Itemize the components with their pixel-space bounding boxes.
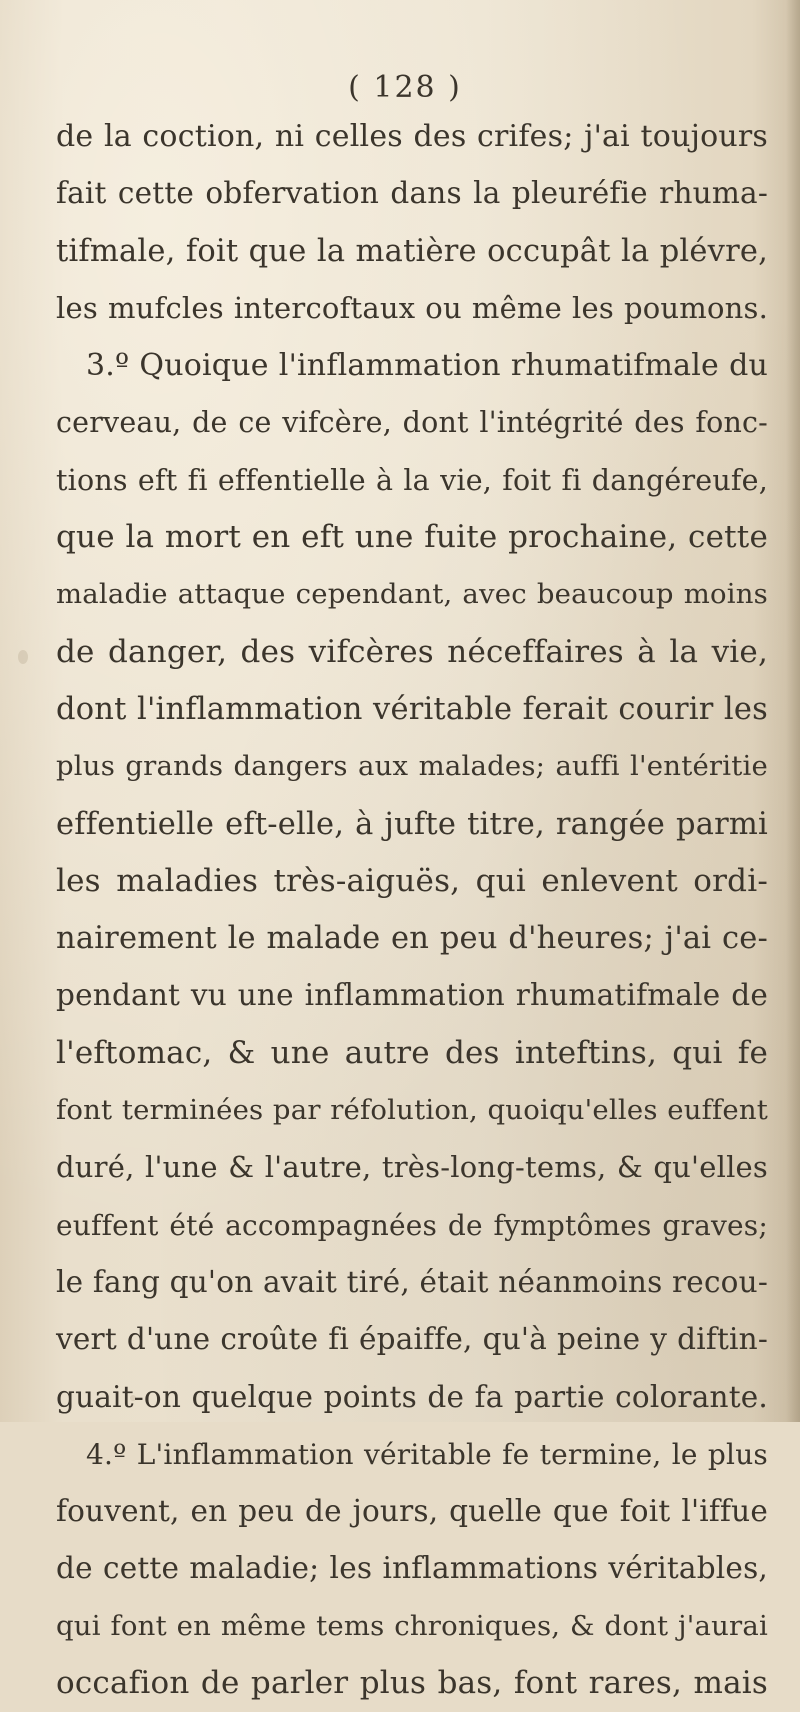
text-line: effentielle eft-elle, à jufte titre, rangée parmi (56, 806, 768, 842)
text-line: de danger, des vifcères néceffaires à la vie, (56, 633, 768, 670)
text-line: de la coction, ni celles des crifes; j'ai toujours (56, 119, 768, 154)
text-line: occafion de parler plus bas, font rares, mais (56, 1665, 768, 1702)
text-line: fouvent, en peu de jours, quelle que foit l'iffue (56, 1494, 768, 1529)
body-text (56, 108, 768, 1712)
text-line: que la mort en eft une fuite prochaine, cette (56, 519, 768, 556)
text-line: vert d'une croûte fi épaiffe, qu'à peine y diftin- (56, 1322, 768, 1357)
text-line: 4.º L'inflammation véritable fe termine, le plus (86, 1437, 768, 1471)
text-line: maladie attaque cependant, avec beaucoup moins (56, 578, 768, 611)
text-line: duré, l'une & l'autre, très-long-tems, & qu'elles (56, 1150, 768, 1185)
text-line: les maladies très-aiguës, qui enlevent ordi- (56, 862, 768, 899)
text-line: 3.º Quoique l'inflammation rhumatifmale du (86, 348, 768, 384)
text-line: les mufcles intercoftaux ou même les poumons. (56, 290, 768, 325)
text-line: euffent été accompagnées de fymptômes graves; (56, 1208, 768, 1242)
text-line: cerveau, de ce vifcère, dont l'intégrité des fonc- (56, 406, 768, 440)
text-line: plus grands dangers aux malades; auffi l'entéritie (56, 750, 768, 783)
text-line: fait cette obfervation dans la pleuréfie rhuma- (56, 176, 768, 211)
page-number: ( 128 ) (348, 70, 462, 105)
text-line: nairement le malade en peu d'heures; j'ai ce- (56, 921, 768, 957)
page-edge-shadow (786, 0, 800, 1422)
text-line: guait-on quelque points de fa partie colorante. (56, 1379, 768, 1414)
text-line: tions eft fi effentielle à la vie, foit fi dangéreufe, (56, 463, 768, 497)
text-line: dont l'inflammation véritable ferait courir les (56, 691, 768, 727)
text-line: le fang qu'on avait tiré, était néanmoins recou- (56, 1264, 768, 1299)
text-line: l'eftomac, & une autre des inteftins, qui fe (56, 1034, 768, 1071)
text-line: font terminées par réfolution, quoiqu'elles euffent (56, 1094, 768, 1127)
text-line: de cette maladie; les inflammations véritables, (56, 1551, 768, 1586)
text-line: pendant vu une inflammation rhumatifmale de (56, 978, 768, 1013)
text-line: tifmale, foit que la matière occupât la plévre, (56, 233, 768, 269)
paper-stain (18, 650, 28, 664)
text-line: qui font en même tems chroniques, & dont j'aurai (56, 1609, 768, 1642)
